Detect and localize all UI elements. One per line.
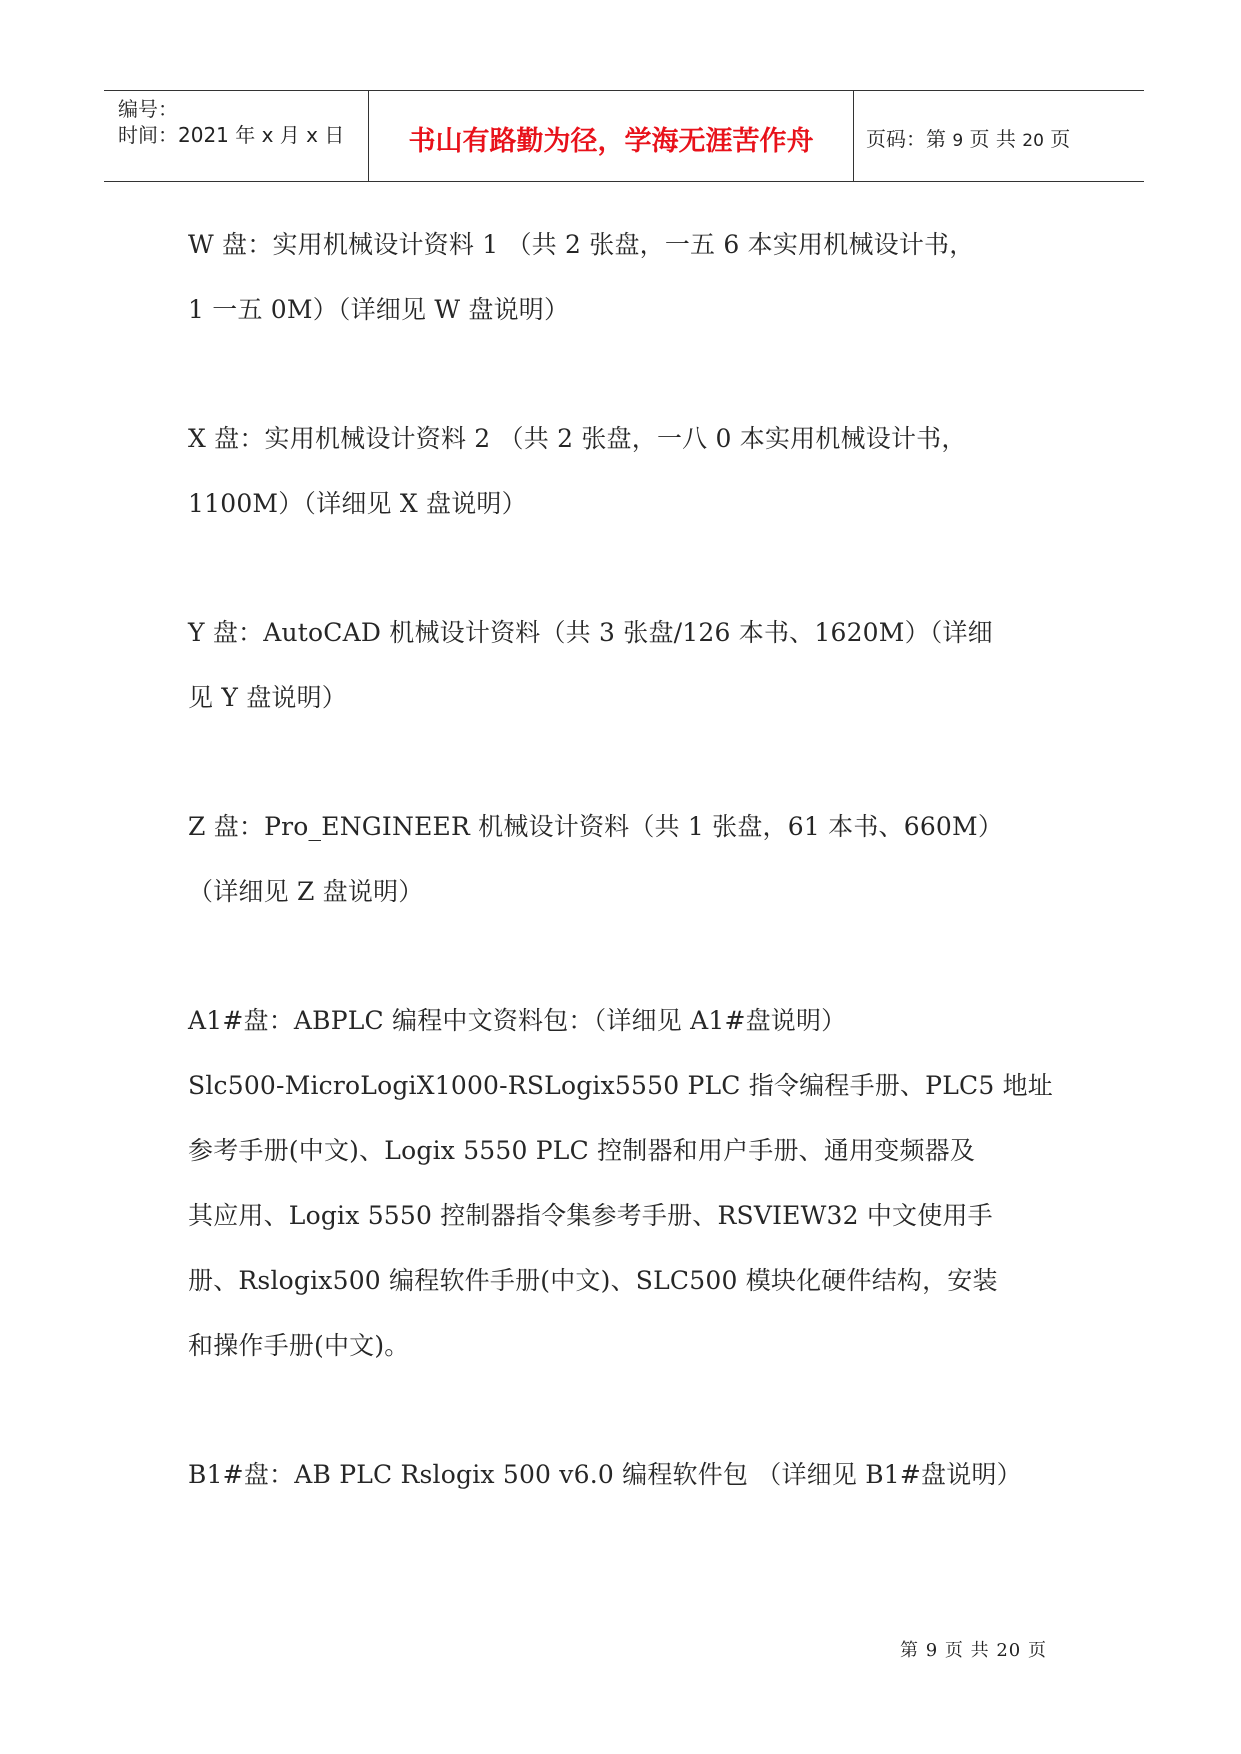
- paragraph-disk-w: [188, 212, 1068, 342]
- document-time-label: 时间：2021 年 x 月 x 日: [118, 123, 345, 147]
- page-header: [104, 90, 1144, 182]
- header-motto-cell: [368, 91, 854, 181]
- paragraph-disk-y: [188, 600, 1068, 730]
- document-number-label: 编号：: [118, 97, 178, 121]
- header-info-cell: [104, 91, 368, 181]
- paragraph-line: A1#盘：ABPLC 编程中文资料包：（详细见 A1#盘说明）: [188, 1006, 847, 1035]
- page-code-number: 9: [952, 131, 964, 151]
- paragraph-line: 其应用、Logix 5550 控制器指令集参考手册、RSVIEW32 中文使用手: [188, 1201, 993, 1230]
- paragraph-line: W 盘：实用机械设计资料 1 （共 2 张盘，一五 6 本实用机械设计书，: [188, 230, 975, 259]
- paragraph-disk-b1: [188, 1442, 1068, 1507]
- paragraph-disk-x: [188, 406, 1068, 536]
- page-footer: 第 9 页 共 20 页: [900, 1640, 1047, 1661]
- header-page-code-cell: [854, 91, 1144, 181]
- paragraph-line: 1100M）（详细见 X 盘说明）: [188, 489, 527, 518]
- paragraph-line: 参考手册(中文)、Logix 5550 PLC 控制器和用户手册、通用变频器及: [188, 1136, 976, 1165]
- page-code-middle: 页 共: [969, 127, 1016, 151]
- paragraph-line: 见 Y 盘说明）: [188, 683, 347, 712]
- paragraph-line: 册、Rslogix500 编程软件手册(中文)、SLC500 模块化硬件结构，安装: [188, 1266, 998, 1295]
- page-code-suffix: 页: [1050, 127, 1071, 151]
- header-page-code: [866, 123, 1070, 152]
- paragraph-line: Slc500-MicroLogiX1000-RSLogix5550 PLC 指令编程手册、PLC5 地址: [188, 1071, 1053, 1100]
- paragraph-line: （详细见 Z 盘说明）: [188, 877, 424, 906]
- page-code-total: 20: [1022, 131, 1044, 151]
- paragraph-line: X 盘：实用机械设计资料 2 （共 2 张盘，一八 0 本实用机械设计书，: [188, 424, 967, 453]
- paragraph-line: B1#盘：AB PLC Rslogix 500 v6.0 编程软件包 （详细见 B1#盘说明）: [188, 1460, 1022, 1489]
- paragraph-disk-a1: [188, 988, 1068, 1378]
- header-motto: 书山有路勤为径，学海无涯苦作舟: [408, 126, 814, 157]
- page-code-prefix: 页码：第: [866, 127, 946, 151]
- paragraph-line: 和操作手册(中文)。: [188, 1331, 410, 1360]
- paragraph-line: Z 盘：Pro_ENGINEER 机械设计资料（共 1 张盘，61 本书、660M）: [188, 812, 1004, 841]
- paragraph-line: Y 盘：AutoCAD 机械设计资料（共 3 张盘/126 本书、1620M）（详细: [188, 618, 993, 647]
- paragraph-disk-z: [188, 794, 1068, 924]
- paragraph-line: 1 一五 0M）（详细见 W 盘说明）: [188, 295, 570, 324]
